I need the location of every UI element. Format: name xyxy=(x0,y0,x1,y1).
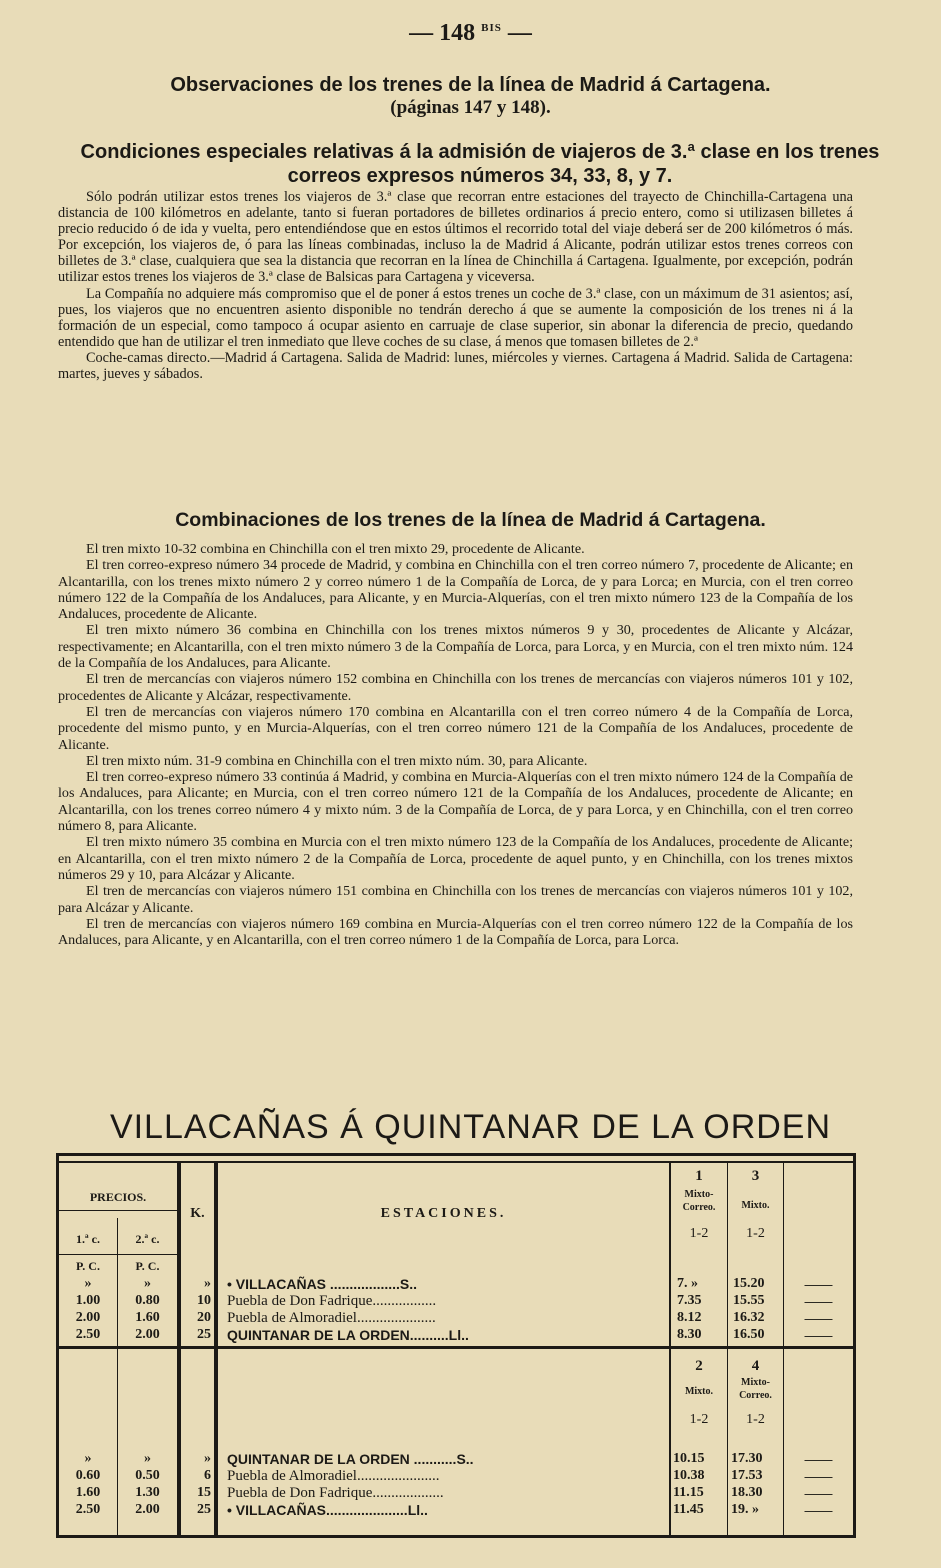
train-number: 4 xyxy=(751,1358,760,1374)
time: 11.45 xyxy=(673,1502,704,1517)
time: 10.38 xyxy=(673,1468,705,1483)
price-1st: 2.50 xyxy=(75,1327,101,1342)
time: 11.15 xyxy=(673,1485,704,1500)
empty-column: —— xyxy=(804,1502,833,1518)
train-classes: 1-2 xyxy=(689,1412,709,1427)
station-name: Puebla de Don Fadrique................... xyxy=(227,1485,444,1501)
time: 8.12 xyxy=(677,1310,702,1325)
combination-paragraph: El tren de mercancías con viajeros número 152 combina en Chinchilla con los trenes de mercancías con viajeros números 101 y 102, procedentes de Alicante y Alcázar, respectivamente. xyxy=(58,671,853,704)
km: » xyxy=(204,1451,211,1466)
column-rule xyxy=(669,1163,671,1535)
pc1-header: P. C. xyxy=(76,1259,100,1273)
combination-paragraph: El tren mixto número 36 combina en Chinchilla con los trenes mixtos números 9 y 30, procedentes de Alicante y Alcázar, respectivamente; en Alcantarilla, con el tren mixto número 3 de la Compañía de Lorca, para Lorca, y en Murcia, con el tren mixto núm. 124 de la Compañía de los Andaluces, para Alicante. xyxy=(58,622,853,672)
combination-paragraph: El tren correo-expreso número 33 continúa á Madrid, y combina en Murcia-Alquerías con el tren mixto número 124 de la Compañía de los Andaluces, para Alicante; en Murcia, con el tren correo número 121 de la Compañía de los Andaluces, procedente de Alicante; en Alcantarilla, con los trenes correo número 4 y mixto núm. 3 de la Compañía de Lorca, de y para Lorca, y en Chinchilla, con el tren correo número 8, para Alicante. xyxy=(58,769,853,835)
combination-paragraph: El tren de mercancías con viajeros número 151 combina en Chinchilla con los trenes de mercancías con viajeros números 101 y 102, para Alcázar y Alicante. xyxy=(58,883,853,916)
station-name: • VILLACAÑAS ..................S.. xyxy=(227,1276,418,1292)
combination-paragraph: El tren de mercancías con viajeros número 169 combina en Murcia-Alquerías con el tren correo número 122 de la Compañía de los Andaluces, para Alicante, y en Alcantarilla, con el tren correo número 1 de la Compañía de Lorca, para Lorca. xyxy=(58,915,853,949)
price-1st: 2.00 xyxy=(75,1310,101,1325)
page-number xyxy=(0,20,941,47)
combination-paragraph: El tren mixto número 35 combina en Murcia con el tren mixto número 123 de la Compañía de los Andaluces, procedente de Alicante; en Alcantarilla, con el tren mixto número 2 de la Compañía de Lorca, procedente de aquel punto, y en Chinchilla, con los trenes mixtos números 29 y 10, para Alcázar y Alicante. xyxy=(58,834,853,883)
km: 25 xyxy=(197,1502,211,1517)
price-2nd: 2.00 xyxy=(135,1327,160,1342)
empty-column: —— xyxy=(804,1310,833,1326)
price-2nd: » xyxy=(144,1451,151,1466)
train-classes: 1-2 xyxy=(689,1226,709,1241)
empty-column: —— xyxy=(804,1327,833,1343)
price-1st: 2.50 xyxy=(75,1502,101,1517)
time: 18.30 xyxy=(731,1485,763,1500)
combination-paragraph: El tren de mercancías con viajeros número 170 combina en Alcantarilla con el tren correo número 4 de la Compañía de Lorca, procedente del mismo punto, y en Murcia-Alquerías, con el tren correo número 121 de la Compañía de los Andaluces, procedente de Alicante. xyxy=(58,703,853,753)
combination-paragraph: El tren correo-expreso número 34 procede de Madrid, y combina en Chinchilla con el tren correo número 7, procedente de Alicante; en Alcantarilla, con los trenes mixto número 2 y correo número 1 de la Compañía de Lorca, de y para Lorca; en Murcia, con el tren correo número 122 de la Compañía de los Andaluces, para Alicante, y en Murcia-Alquerías, con el tren mixto número 123 de la Compañía de los Andaluces, procedente de Alicante. xyxy=(58,557,853,623)
train-number: 1 xyxy=(695,1168,703,1184)
km: 15 xyxy=(197,1485,211,1500)
time: 17.53 xyxy=(731,1468,763,1483)
price-1st: 1.60 xyxy=(75,1485,101,1500)
page-number-suffix: BIS xyxy=(481,22,502,34)
price-2nd: 1.30 xyxy=(135,1485,160,1500)
train-type: Mixto. xyxy=(684,1386,714,1397)
conditions-paragraph: La Compañía no adquiere más compromiso que el de poner á estos trenes un coche de 3.ª clase, con un máximum de 31 asientos; así, pues, los viajeros que no encuentren asiento disponible no tendrán derecho á que se aumente la composición de los trenes ni á la formación de un especial, como tampoco á ocupar asiento en carruaje de clase superior, sin abonar la diferencia de precio, quedando entendido que han de utilizar el tren inmediato que lleve coches de su clase, á menos que tomasen billetes de 2.ª xyxy=(58,285,853,350)
time: 8.30 xyxy=(677,1327,702,1342)
page-number-text: — 148 xyxy=(409,20,476,46)
time: 16.50 xyxy=(733,1327,765,1342)
time: 16.32 xyxy=(733,1310,765,1325)
km: » xyxy=(204,1276,211,1291)
price-1st: » xyxy=(84,1451,92,1466)
conditions-paragraph: Coche-camas directo.—Madrid á Cartagena. Salida de Madrid: lunes, miércoles y viernes. Cartagena á Madrid. Salida de Cartagena: martes, jueves y sábados. xyxy=(58,349,853,383)
train-classes: 1-2 xyxy=(746,1412,765,1427)
route-title: VILLACAÑAS Á QUINTANAR DE LA ORDEN xyxy=(109,1108,832,1146)
station-name: Puebla de Don Fadrique................. xyxy=(227,1293,437,1309)
train-number: 3 xyxy=(751,1168,760,1184)
empty-column: —— xyxy=(804,1276,833,1292)
estaciones-header: ESTACIONES. xyxy=(380,1206,507,1221)
station-name: QUINTANAR DE LA ORDEN..........Ll.. xyxy=(227,1327,469,1343)
train-type: Mixto-Correo. xyxy=(739,1377,772,1401)
time: 15.55 xyxy=(733,1293,765,1308)
observations-subtitle: (páginas 147 y 148). xyxy=(390,97,551,118)
train-classes: 1-2 xyxy=(746,1226,765,1241)
empty-column: —— xyxy=(804,1468,833,1484)
km: 6 xyxy=(204,1468,211,1483)
column-rule xyxy=(727,1163,728,1535)
conditions-title: Condiciones especiales relativas á la admisión de viajeros de 3.ª clase en los trenes correos expresos números 34, 33, 8, y 7. xyxy=(80,141,880,187)
station-name: Puebla de Almoradiel..................... xyxy=(227,1310,436,1326)
empty-column: —— xyxy=(804,1293,833,1309)
conditions-text xyxy=(58,189,853,382)
time: 19. » xyxy=(731,1502,759,1517)
time: 10.15 xyxy=(673,1451,705,1466)
time: 7. » xyxy=(677,1276,698,1291)
price-2nd: 1.60 xyxy=(135,1310,160,1325)
price-2nd: 0.80 xyxy=(135,1293,160,1308)
page-number-dash: — xyxy=(507,20,532,46)
station-name: Puebla de Almoradiel...................... xyxy=(227,1468,440,1484)
price-2nd: 0.50 xyxy=(135,1468,160,1483)
train-number: 2 xyxy=(695,1358,703,1374)
train-type: Mixto. xyxy=(741,1200,770,1211)
combination-paragraph: El tren mixto núm. 31-9 combina en Chinchilla con el tren mixto núm. 30, para Alicante. xyxy=(86,752,588,769)
class1-header: 1.ª c. xyxy=(76,1232,100,1246)
table-rule xyxy=(59,1210,177,1211)
pc2-header: P. C. xyxy=(135,1259,160,1273)
price-1st: 0.60 xyxy=(75,1468,101,1483)
price-2nd: » xyxy=(144,1276,151,1291)
km: 25 xyxy=(197,1327,211,1342)
km: 20 xyxy=(197,1310,211,1325)
conditions-paragraph: Sólo podrán utilizar estos trenes los viajeros de 3.ª clase que recorran entre estaciones del trayecto de Chinchilla-Cartagena una distancia de 100 kilómetros en adelante, tanto si fueran portadores de billetes ordinarios á precio entero, como si utilizasen billetes á precio reducido ó de ida y vuelta, pero entendiéndose que en estos últimos el recorrido total del viaje deberá ser de 200 kilómetros ó más. Por excepción, los viajeros de, ó para las líneas combinadas, incluso la de Madrid á Alicante, podrán utilizar estos trenes correos con billetes de 3.ª clase, cualquiera que sea la distancia que recorran en la línea de Chinchilla á Cartagena. Igualmente, por excepción, podrán utilizar estos trenes los viajeros de 3.ª clase de Balsicas para Cartagena y viceversa. xyxy=(58,189,853,286)
combinations-title: Combinaciones de los trenes de la línea de Madrid á Cartagena. xyxy=(175,509,766,531)
station-name: QUINTANAR DE LA ORDEN ...........S.. xyxy=(227,1451,474,1467)
k-header: K. xyxy=(190,1206,205,1221)
price-2nd: 2.00 xyxy=(135,1502,160,1517)
time: 7.35 xyxy=(677,1293,702,1308)
km: 10 xyxy=(197,1293,211,1308)
empty-column: —— xyxy=(804,1485,833,1501)
observations-title: Observaciones de los trenes de la línea de Madrid á Cartagena. xyxy=(170,74,771,96)
price-1st: » xyxy=(84,1276,92,1291)
class2-header: 2.ª c. xyxy=(135,1232,160,1246)
table-rule xyxy=(59,1346,853,1349)
precios-header: PRECIOS. xyxy=(89,1190,147,1204)
combination-paragraph: El tren mixto 10-32 combina en Chinchilla con el tren mixto 29, procedente de Alicante. xyxy=(86,541,585,557)
price-1st: 1.00 xyxy=(75,1293,101,1308)
table-rule xyxy=(59,1254,177,1255)
empty-column: —— xyxy=(804,1451,833,1467)
timetable xyxy=(56,1153,856,1538)
time: 17.30 xyxy=(731,1451,763,1466)
train-type: Mixto-Correo. xyxy=(682,1189,716,1213)
station-name: • VILLACAÑAS.....................Ll.. xyxy=(227,1502,428,1518)
time: 15.20 xyxy=(733,1276,765,1291)
combinations-text xyxy=(58,541,853,948)
